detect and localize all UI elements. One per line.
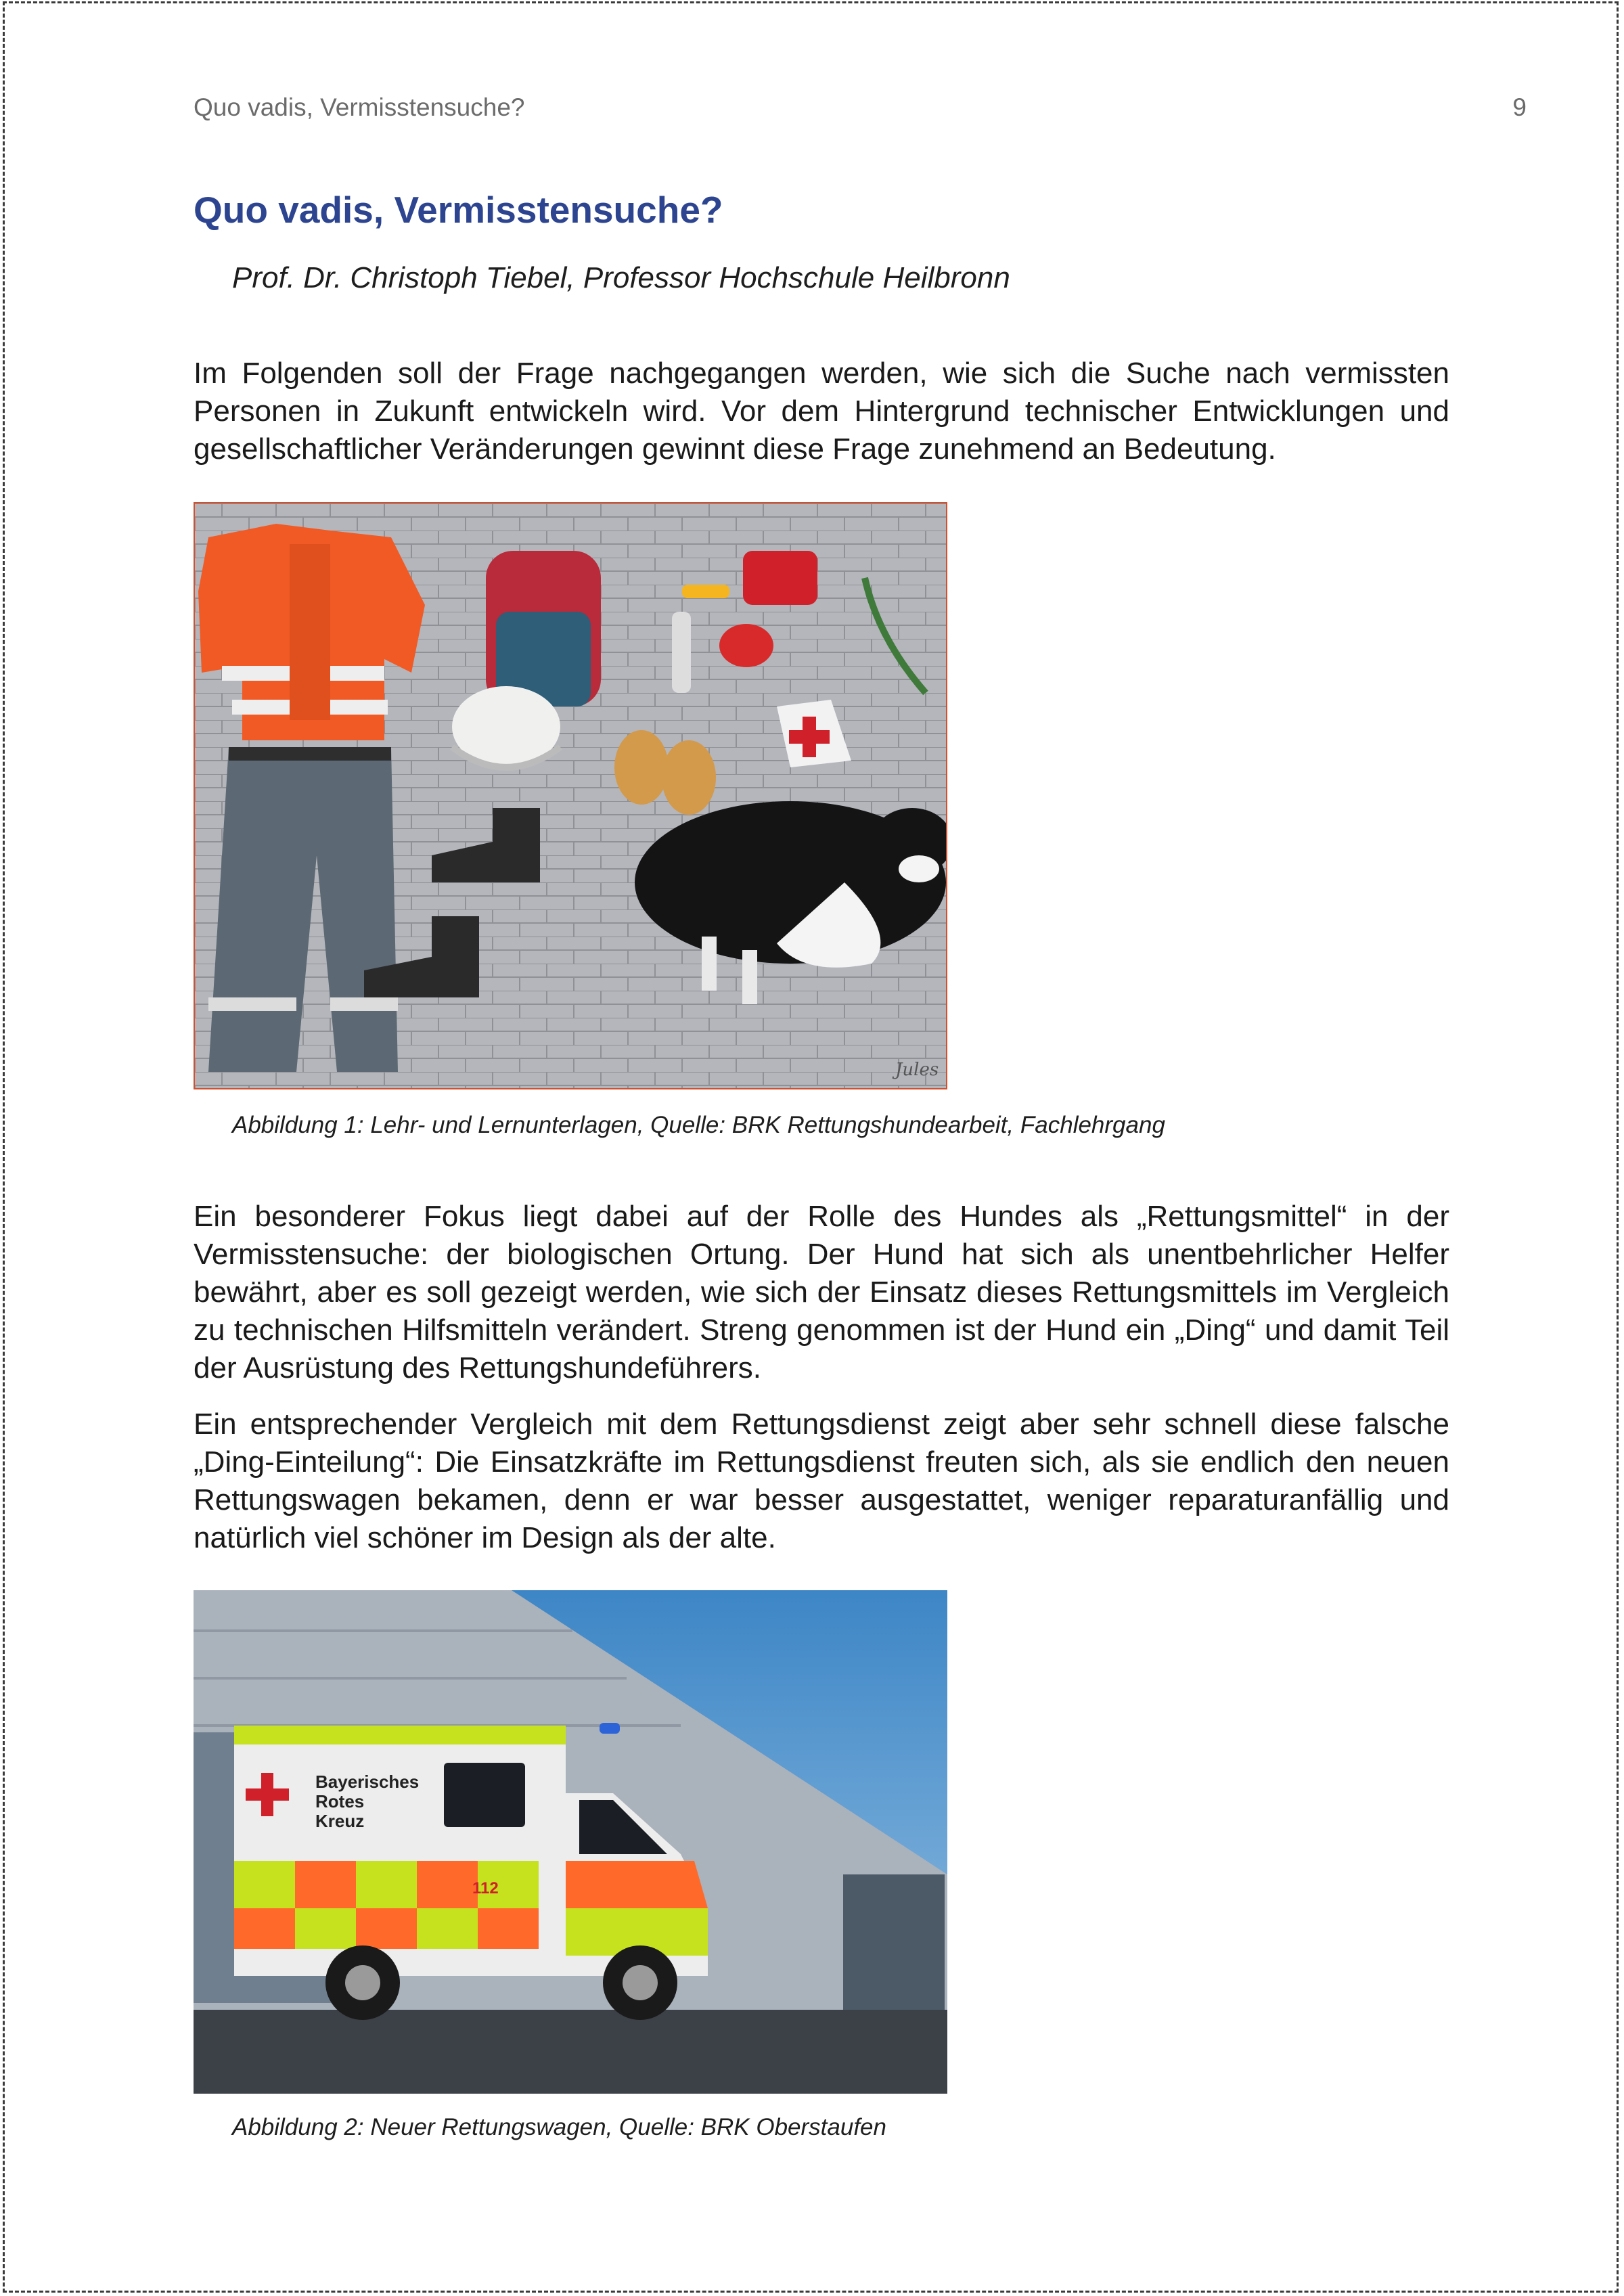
body-paragraph-1: Ein besonderer Fokus liegt dabei auf der Rolle des Hundes als „Rettungsmittel“ in der Vermisstensuche: der biologischen Ortung. Der Hund hat sich als unentbehrlicher Helfer bewährt, aber es soll gezeigt werden, wie sich der Einsatz dieses Rettungsmittels im Vergleich zu technischen Hilfsmitteln verändert. Streng genommen ist der Hund ein „Ding“ und damit Teil der Ausrüstung des Rettungshundeführers. — [194, 1200, 1449, 1385]
equipment-layout-illustration — [195, 503, 946, 1088]
photo-credit: Jules — [895, 1060, 939, 1080]
page-number: 9 — [1512, 93, 1527, 121]
figure-2-caption: Abbildung 2: Neuer Rettungswagen, Quelle: BRK Oberstaufen — [232, 2114, 886, 2140]
intro-paragraph: Im Folgenden soll der Frage nachgegangen werden, wie sich die Suche nach vermissten Personen in Zukunft entwickeln wird. Vor dem Hintergrund technischer Entwicklungen und gesellschaftlicher Veränderungen gewinnt diese Frage zunehmend an Bedeutung. — [194, 357, 1449, 466]
article-title: Quo vadis, Vermisstensuche? — [194, 189, 723, 231]
article-author: Prof. Dr. Christoph Tiebel, Professor Hochschule Heilbronn — [232, 261, 1010, 294]
figure-2-photo — [194, 1590, 947, 2094]
ambulance-illustration — [194, 1590, 947, 2094]
vehicle-lettering-line-1: Bayerisches — [315, 1772, 420, 1792]
body-paragraph-2: Ein entsprechender Vergleich mit dem Rettungsdienst zeigt aber sehr schnell diese falsche „Ding-Einteilung“: Die Einsatzkräfte im Rettungsdienst freuten sich, als sie endlich den neuen Rettungswagen bekamen, denn er war besser ausgestattet, weniger reparaturanfällig und natürlich viel schöner im Design als der alte. — [194, 1408, 1449, 1554]
running-title: Quo vadis, Vermisstensuche? — [194, 93, 525, 121]
vehicle-number: 112 — [472, 1879, 499, 1897]
vehicle-lettering-line-2: Rotes — [315, 1791, 365, 1811]
figure-1-photo — [194, 502, 947, 1089]
figure-1-caption: Abbildung 1: Lehr- und Lernunterlagen, Quelle: BRK Rettungshundearbeit, Fachlehrgang — [232, 1112, 1165, 1138]
vehicle-lettering-line-3: Kreuz — [315, 1811, 365, 1831]
running-header — [194, 93, 1527, 126]
